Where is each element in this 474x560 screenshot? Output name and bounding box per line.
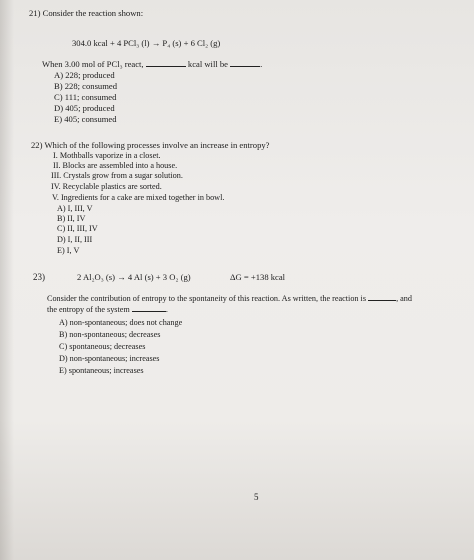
page-shadow (0, 0, 14, 560)
q21-blank-1 (146, 59, 186, 67)
q23-blank-2 (132, 304, 166, 312)
q22-header: 22) Which of the following processes involve an increase in entropy? (31, 140, 270, 150)
q22-option-c: C) II, III, IV (57, 224, 98, 233)
q21-prompt-mid: kcal will be (187, 59, 228, 69)
q21-prompt: When 3.00 mol of PCl₃ react, kcal will be . (42, 59, 263, 69)
page-number: 5 (254, 492, 259, 502)
q22-option-b: B) II, IV (57, 214, 86, 223)
q21-header: 21) Consider the reaction shown: (29, 8, 144, 18)
q23-option-a: A) non-spontaneous; does not change (59, 318, 183, 327)
q23-prompt-line1 (47, 293, 412, 304)
q23-option-e: E) spontaneous; increases (59, 366, 144, 375)
q23-option-d: D) non-spontaneous; increases (59, 354, 160, 363)
q22-item-3: III. Crystals grow from a sugar solution. (51, 171, 183, 180)
q21-option-a: A) 228; produced (54, 70, 115, 80)
q21-reaction: 304.0 kcal + 4 PCl₃ (l) → P₄ (s) + 6 Cl₂ (g) (72, 38, 221, 48)
q21-option-b: B) 228; consumed (54, 81, 118, 91)
q22-item-1: I. Mothballs vaporize in a closet. (53, 151, 161, 160)
q22-item-2: II. Blocks are assembled into a house. (53, 161, 178, 170)
q23-prompt-line2: the entropy of the system . (47, 305, 168, 314)
q23-option-b: B) non-spontaneous; decreases (59, 330, 161, 339)
q23-prompt-text: Consider the contribution of entropy to the spontaneity of this reaction. As written, the reaction is (47, 294, 367, 303)
q23-delta-g: ΔG = +138 kcal (230, 272, 286, 282)
q22-option-a: A) I, III, V (57, 204, 93, 213)
q22-item-4: IV. Recyclable plastics are sorted. (51, 182, 162, 191)
q22-item-5: V. Ingredients for a cake are mixed together in bowl. (52, 193, 225, 202)
q23-reaction: 2 Al₂O₃ (s) → 4 Al (s) + 3 O₂ (g) (77, 272, 191, 282)
q23-blank-1 (368, 293, 396, 301)
q21-blank-2 (230, 59, 260, 67)
q23-prompt-text-2: the entropy of the system (47, 305, 130, 314)
q23-number: 23) (33, 272, 45, 282)
q22-option-e: E) I, V (57, 246, 80, 255)
q22-option-d: D) I, II, III (57, 235, 93, 244)
q21-option-c: C) 111; consumed (54, 92, 117, 102)
q21-option-e: E) 405; consumed (54, 114, 117, 124)
q23-prompt-and: , and (396, 294, 412, 303)
q21-prompt-start: When 3.00 mol of PCl₃ react, (42, 59, 144, 69)
q21-option-d: D) 405; produced (54, 103, 115, 113)
q23-option-c: C) spontaneous; decreases (59, 342, 146, 351)
